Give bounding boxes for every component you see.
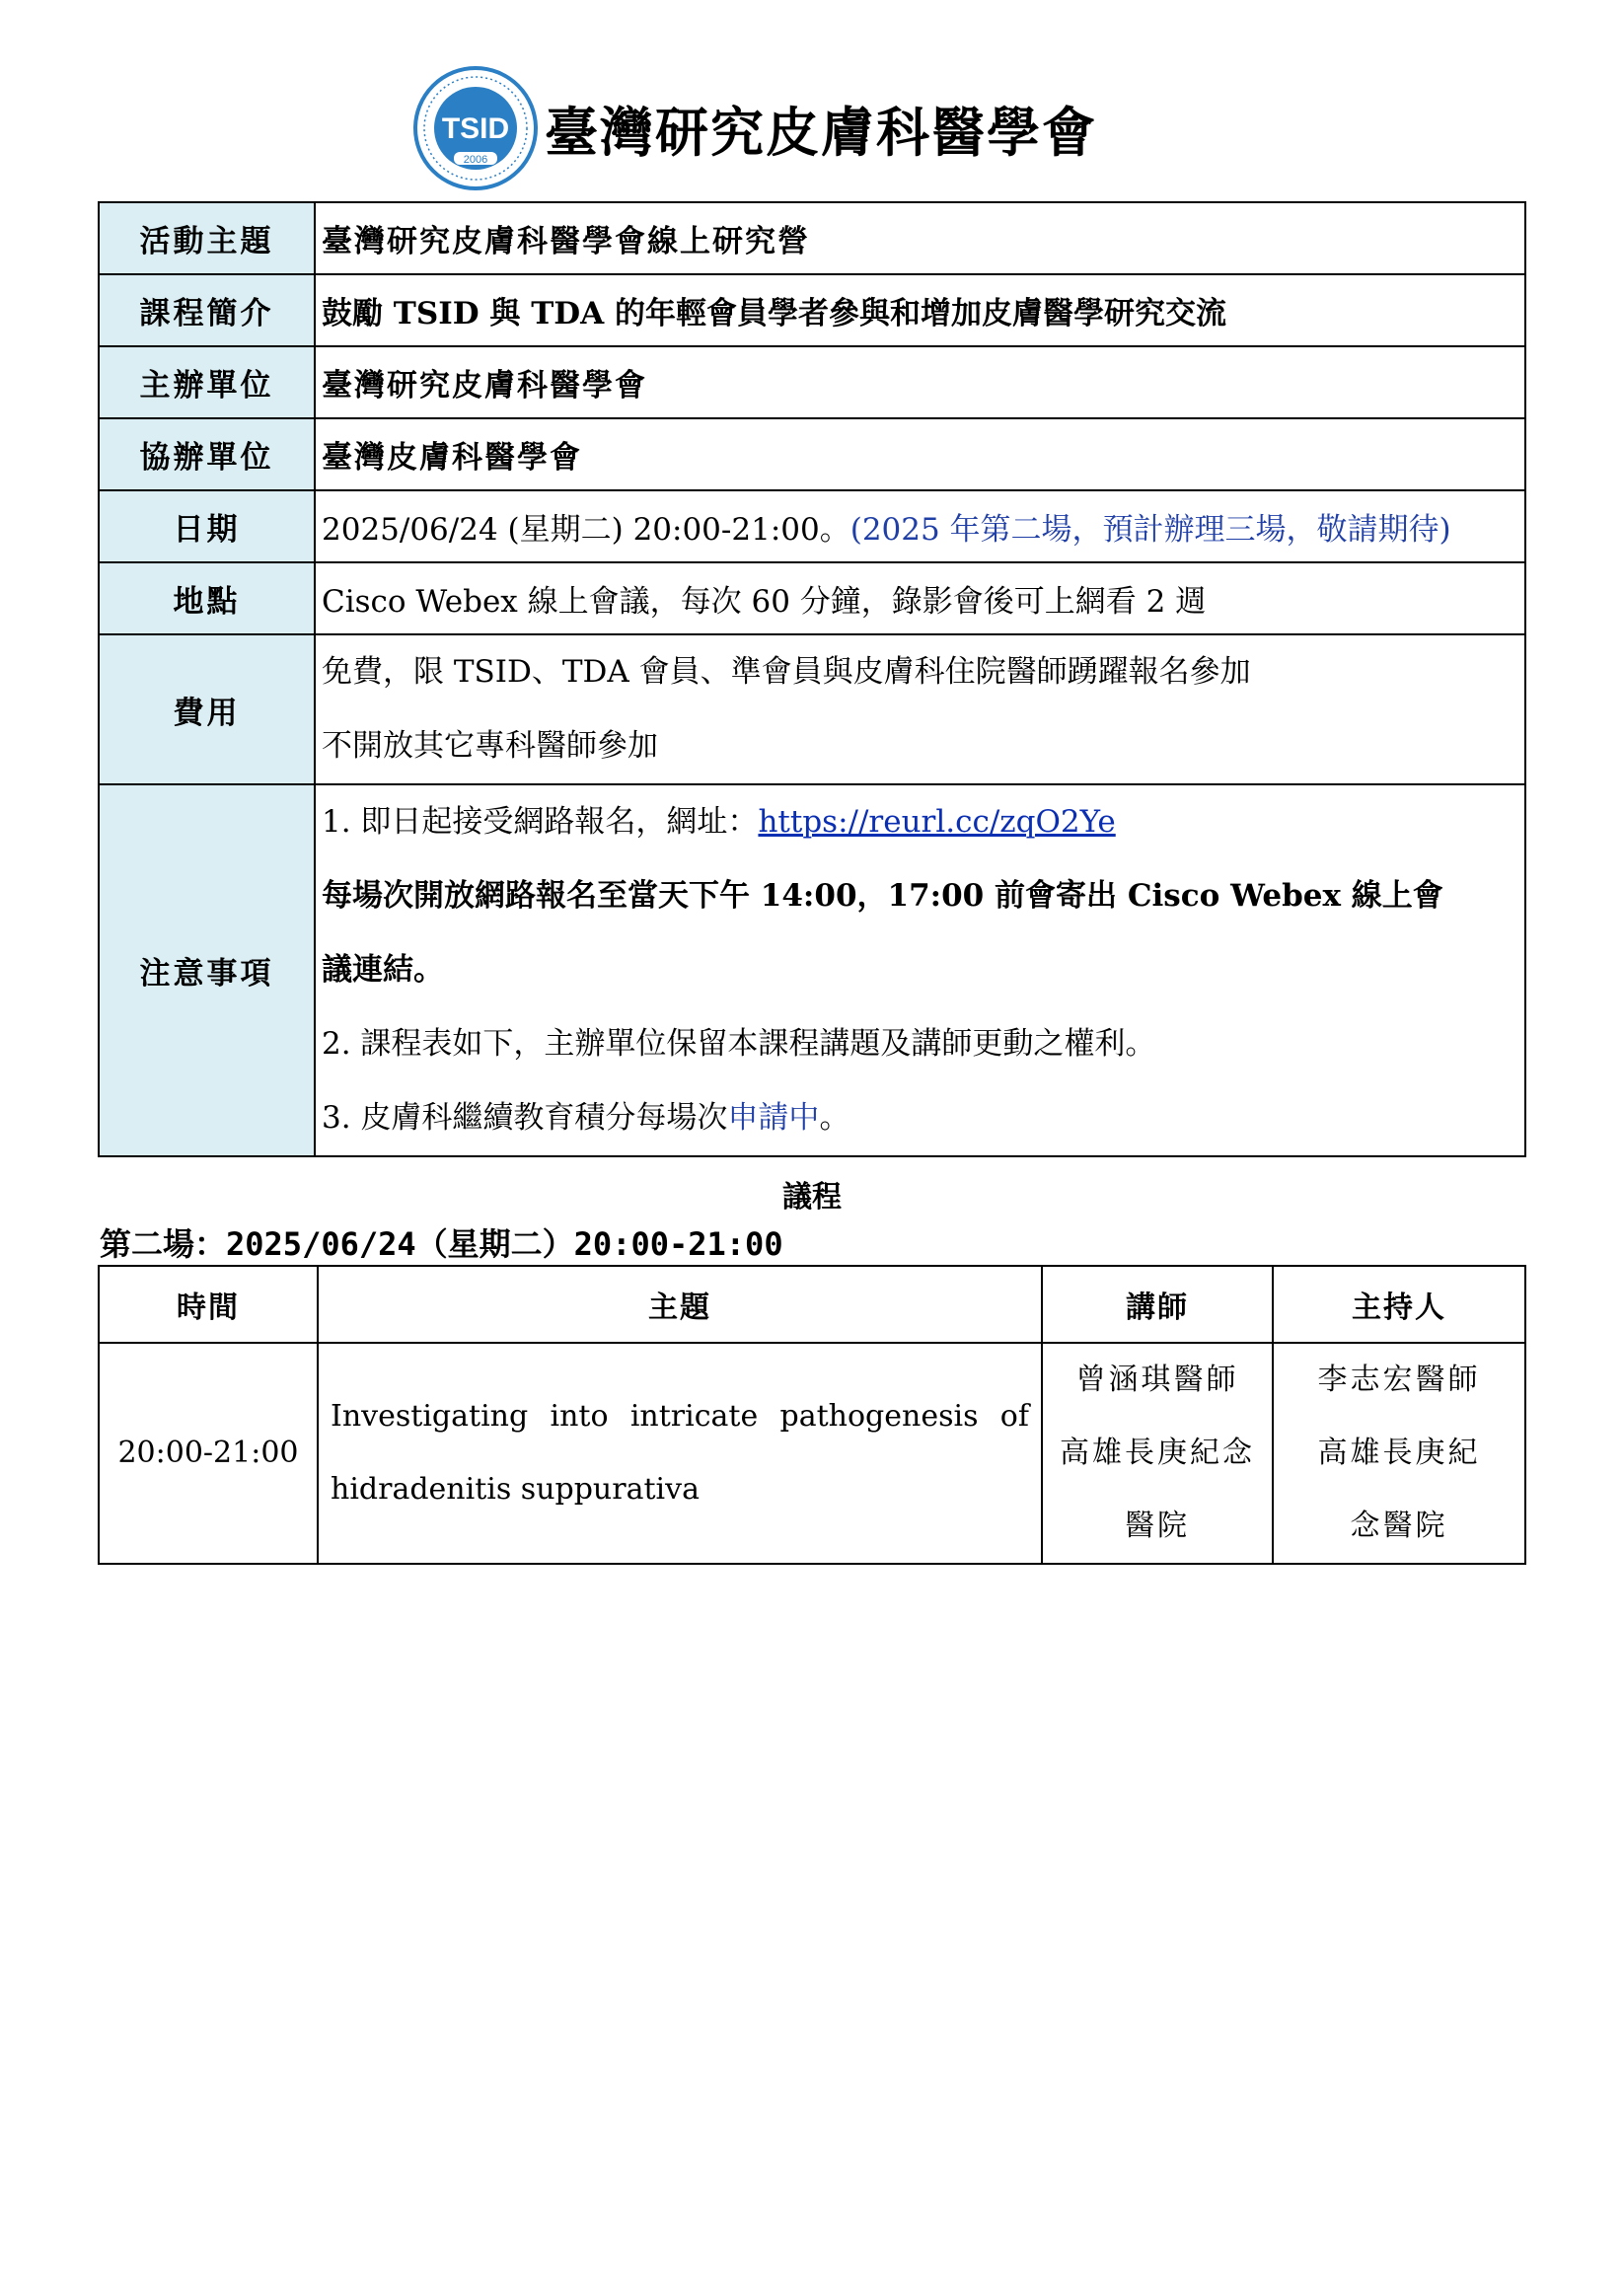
note-1-bold-line-2: 議連結。 (322, 952, 444, 988)
fee-cell (315, 634, 1525, 784)
agenda-header-row (99, 1266, 1525, 1343)
date-note: (2025 年第二場，預計辦理三場，敬請期待) (849, 512, 1451, 548)
date-cell (315, 490, 1525, 562)
speaker-line: 醫院 (1125, 1509, 1190, 1543)
note-3-suffix: 。 (819, 1100, 850, 1136)
note-2: 2. 課程表如下，主辦單位保留本課程講題及講師更動之權利。 (322, 1026, 1156, 1062)
col-time-header: 時間 (99, 1266, 318, 1343)
date-value: 2025/06/24 (星期二) 20:00-21:00。 (322, 512, 850, 548)
topic-word: Investigating (331, 1399, 529, 1434)
fee-line-2: 不開放其它專科醫師參加 (322, 728, 658, 764)
org-title: 臺灣研究皮膚科醫學會 (545, 100, 1097, 164)
event-info-table (98, 201, 1526, 1157)
logo-text: TSID (441, 112, 510, 145)
cohost-label: 協辦單位 (99, 418, 315, 490)
host-label: 主辦單位 (99, 346, 315, 418)
topic-word: into (550, 1399, 609, 1434)
host-line: 念醫院 (1350, 1509, 1448, 1543)
session-heading: 第二場：2025/06/24（星期二）20:00-21:00 (100, 1225, 783, 1263)
theme-label: 活動主題 (99, 202, 315, 274)
row-fee (99, 634, 1525, 784)
topic-line-1 (331, 1380, 1029, 1453)
row-host (99, 346, 1525, 418)
topic-line-2: hidradenitis suppurativa (331, 1472, 700, 1507)
notes-cell (315, 784, 1525, 1156)
host-value: 臺灣研究皮膚科醫學會 (315, 346, 1525, 418)
note-3-highlight: 申請中 (727, 1100, 820, 1136)
host-line: 李志宏醫師 (1317, 1363, 1481, 1397)
agenda-speaker (1042, 1343, 1273, 1564)
col-host-header: 主持人 (1273, 1266, 1525, 1343)
location-label: 地點 (99, 562, 315, 634)
date-label: 日期 (99, 490, 315, 562)
row-notes (99, 784, 1525, 1156)
notes-label: 注意事項 (99, 784, 315, 1156)
col-topic-header: 主題 (318, 1266, 1042, 1343)
host-line: 高雄長庚紀 (1317, 1436, 1481, 1470)
note-1-bold-line-1: 每場次開放網路報名至當天下午 14:00，17:00 前會寄出 Cisco Webex 線上會 (322, 878, 1443, 914)
agenda-time: 20:00-21:00 (99, 1343, 318, 1564)
intro-label: 課程簡介 (99, 274, 315, 346)
row-date (99, 490, 1525, 562)
tsid-logo (412, 65, 539, 191)
topic-word: pathogenesis (779, 1399, 979, 1434)
topic-word: of (999, 1399, 1029, 1434)
topic-word: intricate (629, 1399, 759, 1434)
note-1-prefix: 1. 即日起接受網路報名，網址： (322, 804, 759, 840)
location-value: Cisco Webex 線上會議，每次 60 分鐘，錄影會後可上網看 2 週 (315, 562, 1525, 634)
agenda-host (1273, 1343, 1525, 1564)
agenda-row (99, 1343, 1525, 1564)
document-header (412, 69, 1097, 187)
fee-line-1: 免費，限 TSID、TDA 會員、準會員與皮膚科住院醫師踴躍報名參加 (322, 654, 1251, 690)
row-cohost (99, 418, 1525, 490)
note-3 (322, 1081, 1518, 1155)
logo-year: 2006 (463, 154, 488, 166)
intro-value: 鼓勵 TSID 與 TDA 的年輕會員學者參與和增加皮膚醫學研究交流 (315, 274, 1525, 346)
row-location (99, 562, 1525, 634)
registration-link[interactable]: https://reurl.cc/zqO2Ye (758, 804, 1116, 840)
note-3-prefix: 3. 皮膚科繼續教育積分每場次 (322, 1100, 728, 1136)
agenda-topic (318, 1343, 1042, 1564)
col-speaker-header: 講師 (1042, 1266, 1273, 1343)
cohost-value: 臺灣皮膚科醫學會 (315, 418, 1525, 490)
speaker-line: 高雄長庚紀念 (1060, 1436, 1255, 1470)
agenda-table (98, 1265, 1526, 1565)
theme-value: 臺灣研究皮膚科醫學會線上研究營 (315, 202, 1525, 274)
note-1 (322, 785, 1518, 859)
speaker-line: 曾涵琪醫師 (1075, 1363, 1239, 1397)
fee-label: 費用 (99, 634, 315, 784)
agenda-title: 議程 (782, 1180, 842, 1215)
row-intro (99, 274, 1525, 346)
row-theme (99, 202, 1525, 274)
